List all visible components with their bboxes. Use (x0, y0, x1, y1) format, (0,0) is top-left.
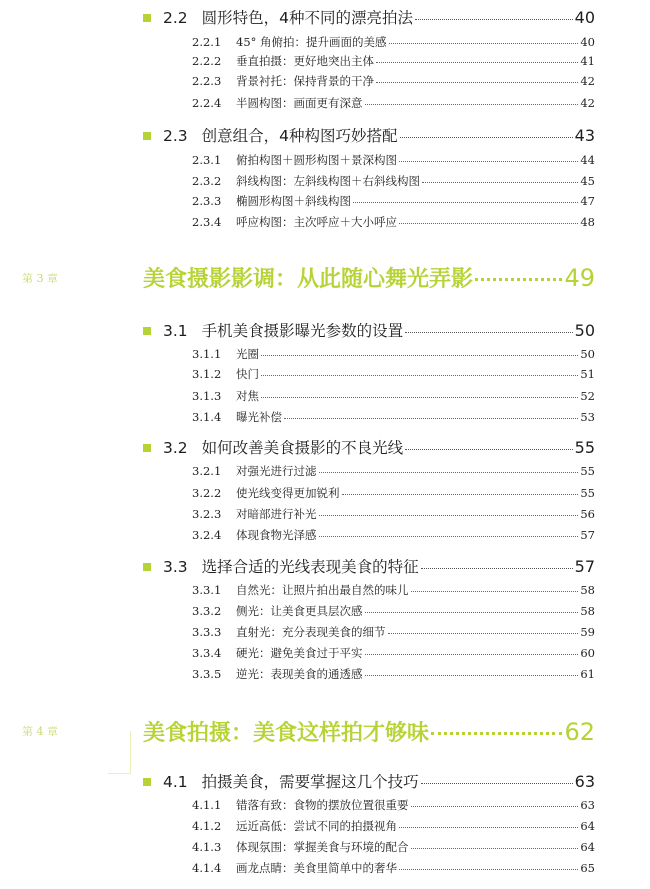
toc-item[interactable]: 2.3.3 椭圆形构图＋斜线构图 47 (192, 194, 595, 208)
toc-item[interactable]: 2.3.2 斜线构图：左斜线构图＋右斜线构图 45 (192, 174, 595, 188)
bullet-square-icon (143, 327, 151, 335)
toc-item[interactable]: 2.2.4 半圆构图：画面更有深意 42 (192, 96, 595, 110)
bullet-square-icon (143, 778, 151, 786)
leader-dots (421, 783, 573, 784)
page-number: 62 (564, 718, 595, 746)
bullet-square-icon (143, 444, 151, 452)
toc-item[interactable]: 4.1.4 画龙点睛：美食里简单中的奢华 65 (192, 861, 595, 875)
bullet-square-icon (143, 563, 151, 571)
toc-item[interactable]: 3.3.3 直射光：充分表现美食的细节 59 (192, 625, 595, 639)
leader-dots (431, 732, 562, 735)
section-title: 拍摄美食，需要掌握这几个技巧 (201, 773, 419, 791)
page-number: 49 (564, 264, 595, 292)
toc-item[interactable]: 4.1.1 错落有致：食物的摆放位置很重要 63 (192, 798, 595, 812)
toc-section-3-3[interactable]: 3.3 选择合适的光线表现美食的特征 57 (143, 555, 595, 579)
chapter-label: 第 4 章 (22, 725, 58, 738)
toc-section-3-2[interactable]: 3.2 如何改善美食摄影的不良光线 55 (143, 436, 595, 460)
toc-item[interactable]: 2.2.1 45° 角俯拍：提升画面的美感 40 (192, 35, 595, 49)
chapter-title: 美食拍摄：美食这样拍才够味 (143, 721, 430, 746)
page-number: 43 (574, 126, 595, 145)
section-title: 如何改善美食摄影的不良光线 (201, 439, 404, 457)
toc-item[interactable]: 3.3.2 侧光：让美食更具层次感 58 (192, 604, 595, 618)
page-number: 57 (574, 557, 595, 576)
toc-item[interactable]: 3.2.3 对暗部进行补光 56 (192, 507, 595, 521)
toc-item[interactable]: 2.2.3 背景衬托：保持背景的干净 42 (192, 74, 595, 88)
chapter-label: 第 3 章 (22, 272, 58, 285)
toc-section-2-3[interactable]: 2.3 创意组合，4种构图巧妙搭配 43 (143, 124, 595, 148)
toc-item[interactable]: 2.3.4 呼应构图：主次呼应＋大小呼应 48 (192, 215, 595, 229)
toc-item[interactable]: 3.2.4 体现食物光泽感 57 (192, 528, 595, 542)
toc-chapter-4[interactable] (143, 716, 595, 750)
section-title: 圆形特色，4种不同的漂亮拍法 (201, 9, 414, 27)
toc-item[interactable]: 3.1.2 快门 51 (192, 367, 595, 381)
corner-decoration (108, 731, 131, 774)
toc-item[interactable]: 3.3.1 自然光：让照片拍出最自然的味儿 58 (192, 583, 595, 597)
toc-item[interactable]: 2.2.2 垂直拍摄：更好地突出主体 41 (192, 54, 595, 68)
chapter-title: 美食摄影影调：从此随心舞光弄影 (143, 267, 474, 292)
page-number: 40 (574, 8, 595, 27)
bullet-square-icon (143, 14, 151, 22)
toc-section-3-1[interactable]: 3.1 手机美食摄影曝光参数的设置 50 (143, 319, 595, 343)
toc-item[interactable]: 3.2.1 对强光进行过滤 55 (192, 464, 595, 478)
toc-item[interactable]: 4.1.3 体现氛围：掌握美食与环境的配合 64 (192, 840, 595, 854)
page-number: 63 (574, 772, 595, 791)
toc-item[interactable]: 3.1.1 光圈 50 (192, 347, 595, 361)
leader-dots (415, 19, 573, 20)
toc-item[interactable]: 3.1.4 曝光补偿 53 (192, 410, 595, 424)
toc-item[interactable]: 3.3.5 逆光：表现美食的通透感 61 (192, 667, 595, 681)
leader-dots (421, 568, 573, 569)
leader-dots (475, 278, 562, 281)
bullet-square-icon (143, 132, 151, 140)
page-number: 50 (574, 321, 595, 340)
toc-item[interactable]: 3.3.4 硬光：避免美食过于平实 60 (192, 646, 595, 660)
page-number: 55 (574, 438, 595, 457)
section-title: 手机美食摄影曝光参数的设置 (201, 322, 404, 340)
leader-dots (405, 332, 572, 333)
toc-section-4-1[interactable]: 4.1 拍摄美食，需要掌握这几个技巧 63 (143, 770, 595, 794)
toc-item[interactable]: 3.1.3 对焦 52 (192, 389, 595, 403)
toc-chapter-3[interactable] (143, 262, 595, 296)
leader-dots (400, 137, 573, 138)
toc-item[interactable]: 3.2.2 使光线变得更加锐利 55 (192, 486, 595, 500)
section-title: 创意组合，4种构图巧妙搭配 (201, 127, 398, 145)
toc-item[interactable]: 2.3.1 俯拍构图＋圆形构图＋景深构图 44 (192, 153, 595, 167)
toc-section-2-2[interactable]: 2.2 圆形特色，4种不同的漂亮拍法 40 (143, 6, 595, 30)
section-title: 选择合适的光线表现美食的特征 (201, 558, 419, 576)
leader-dots (405, 449, 572, 450)
toc-item[interactable]: 4.1.2 远近高低：尝试不同的拍摄视角 64 (192, 819, 595, 833)
